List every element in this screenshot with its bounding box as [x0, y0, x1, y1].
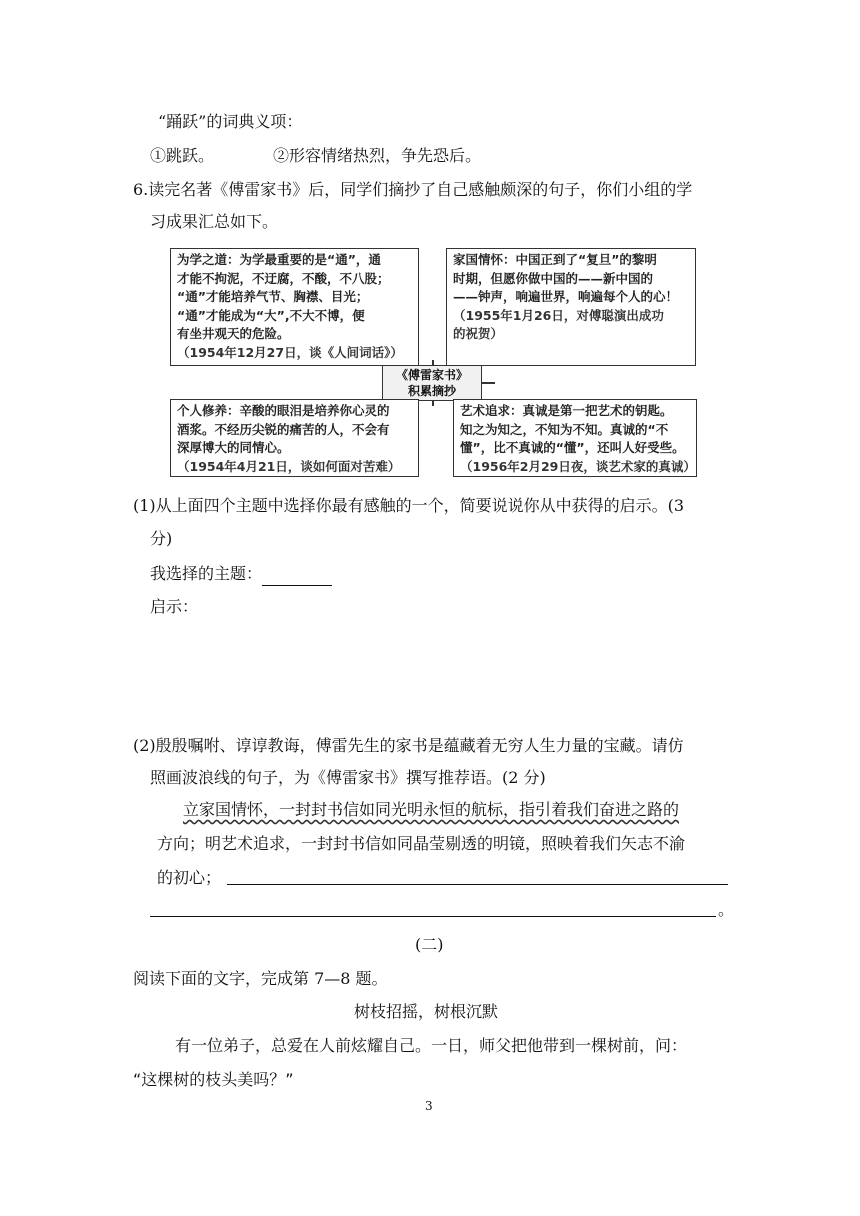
box-line: 知之为知之，不知为不知。真诚的“不	[460, 421, 669, 437]
part1-insight-label: 启示：	[150, 597, 199, 616]
diagram-center-label	[382, 365, 482, 401]
connector-right	[481, 382, 495, 384]
box-line: 才能不拘泥，不迂腐，不酸，不八股；	[177, 270, 390, 286]
center-subtitle: 积累摘抄	[407, 384, 456, 398]
box-line: 时期，但愿你做中国的——新中国的	[453, 270, 654, 286]
section-heading: (二)	[415, 935, 444, 954]
recommendation-blank-1[interactable]	[227, 884, 728, 885]
box-note: （1956年2月29日夜，谈艺术家的真诚）	[460, 458, 696, 474]
dictionary-heading: “踊跃”的词典义项：	[158, 112, 303, 131]
part2-line-2: 照画波浪线的句子，为《傅雷家书》撰写推荐语。(2 分)	[150, 768, 546, 787]
box-self-cultivation	[170, 399, 419, 477]
part1-choice	[150, 562, 332, 586]
article-title: 树枝招摇，树根沉默	[354, 1002, 499, 1021]
box-line: 酒浆。不经历尖锐的痛苦的人，不会有	[177, 421, 390, 437]
q6-stem-line-1: 6.读完名著《傅雷家书》后，同学们摘抄了自己感触颇深的句子，你们小组的学	[133, 180, 693, 199]
box-art-pursuit	[453, 399, 697, 477]
page-number: 3	[425, 1099, 433, 1113]
box-note: （1954年4月21日，谈如何面对苦难）	[177, 458, 401, 474]
box-line: 懂”，比不真诚的“懂”，还叫人好受些。	[460, 440, 685, 455]
box-line: “通”才能培养气节、胸襟、目光；	[177, 289, 369, 304]
recommendation-blank-2[interactable]	[150, 916, 716, 917]
choice-label: 我选择的主题：	[150, 564, 263, 583]
q6-stem-line-2: 习成果汇总如下。	[150, 212, 279, 231]
box-line: 有坐井观天的危险。	[177, 326, 290, 341]
part1-line-2: 分)	[150, 529, 173, 548]
center-title: 《傅雷家书》	[395, 368, 468, 382]
example-line-3: 的初心；	[157, 868, 222, 887]
theme-answer-blank[interactable]	[262, 567, 332, 586]
example-wavy-sentence: 立家国情怀，一封封书信如同光明永恒的航标，指引着我们奋进之路的	[183, 800, 680, 819]
section-instruction: 阅读下面的文字，完成第 7—8 题。	[133, 969, 388, 988]
example-line-2: 方向；明艺术追求，一封封书信如同晶莹剔透的明镜，照映着我们矢志不渝	[157, 834, 686, 853]
box-line: 家国情怀：中国正到了“复旦”的黎明	[453, 252, 657, 267]
period-mark: 。	[718, 900, 735, 919]
box-note-line-1: （1955年1月26日，对傅聪演出成功	[453, 307, 664, 323]
insight-answer-area[interactable]	[150, 625, 728, 705]
box-line: ——钟声，响遍世界，响遍每个人的心！	[453, 289, 679, 304]
dictionary-sense-1: ①跳跃。	[150, 146, 215, 165]
box-note: （1954年12月27日，谈《人间词话》）	[177, 344, 403, 360]
box-line: “通”才能成为“大”,不大不博，便	[177, 307, 365, 323]
box-line: 深厚博大的同情心。	[177, 440, 290, 455]
box-note-line-2: 的祝贺）	[453, 326, 504, 341]
box-line: 艺术追求：真诚是第一把艺术的钥匙。	[460, 403, 673, 418]
box-patriotism	[446, 248, 696, 366]
dictionary-sense-2: ②形容情绪热烈，争先恐后。	[273, 146, 482, 165]
article-paragraph-line-1: 有一位弟子，总爱在人前炫耀自己。一日，师父把他带到一棵树前，问：	[175, 1036, 688, 1055]
part1-line-1: (1)从上面四个主题中选择你最有感触的一个，简要说说你从中获得的启示。(3	[133, 496, 685, 515]
box-line: 为学之道：为学最重要的是“通”，通	[177, 252, 381, 267]
part2-line-1: (2)殷殷嘱咐、谆谆教诲，傅雷先生的家书是蕴藏着无穷人生力量的宝藏。请仿	[133, 736, 684, 755]
box-study-approach	[170, 248, 419, 366]
box-line: 个人修养：辛酸的眼泪是培养你心灵的	[177, 403, 390, 418]
article-paragraph-line-2: “这棵树的枝头美吗？”	[133, 1070, 294, 1089]
